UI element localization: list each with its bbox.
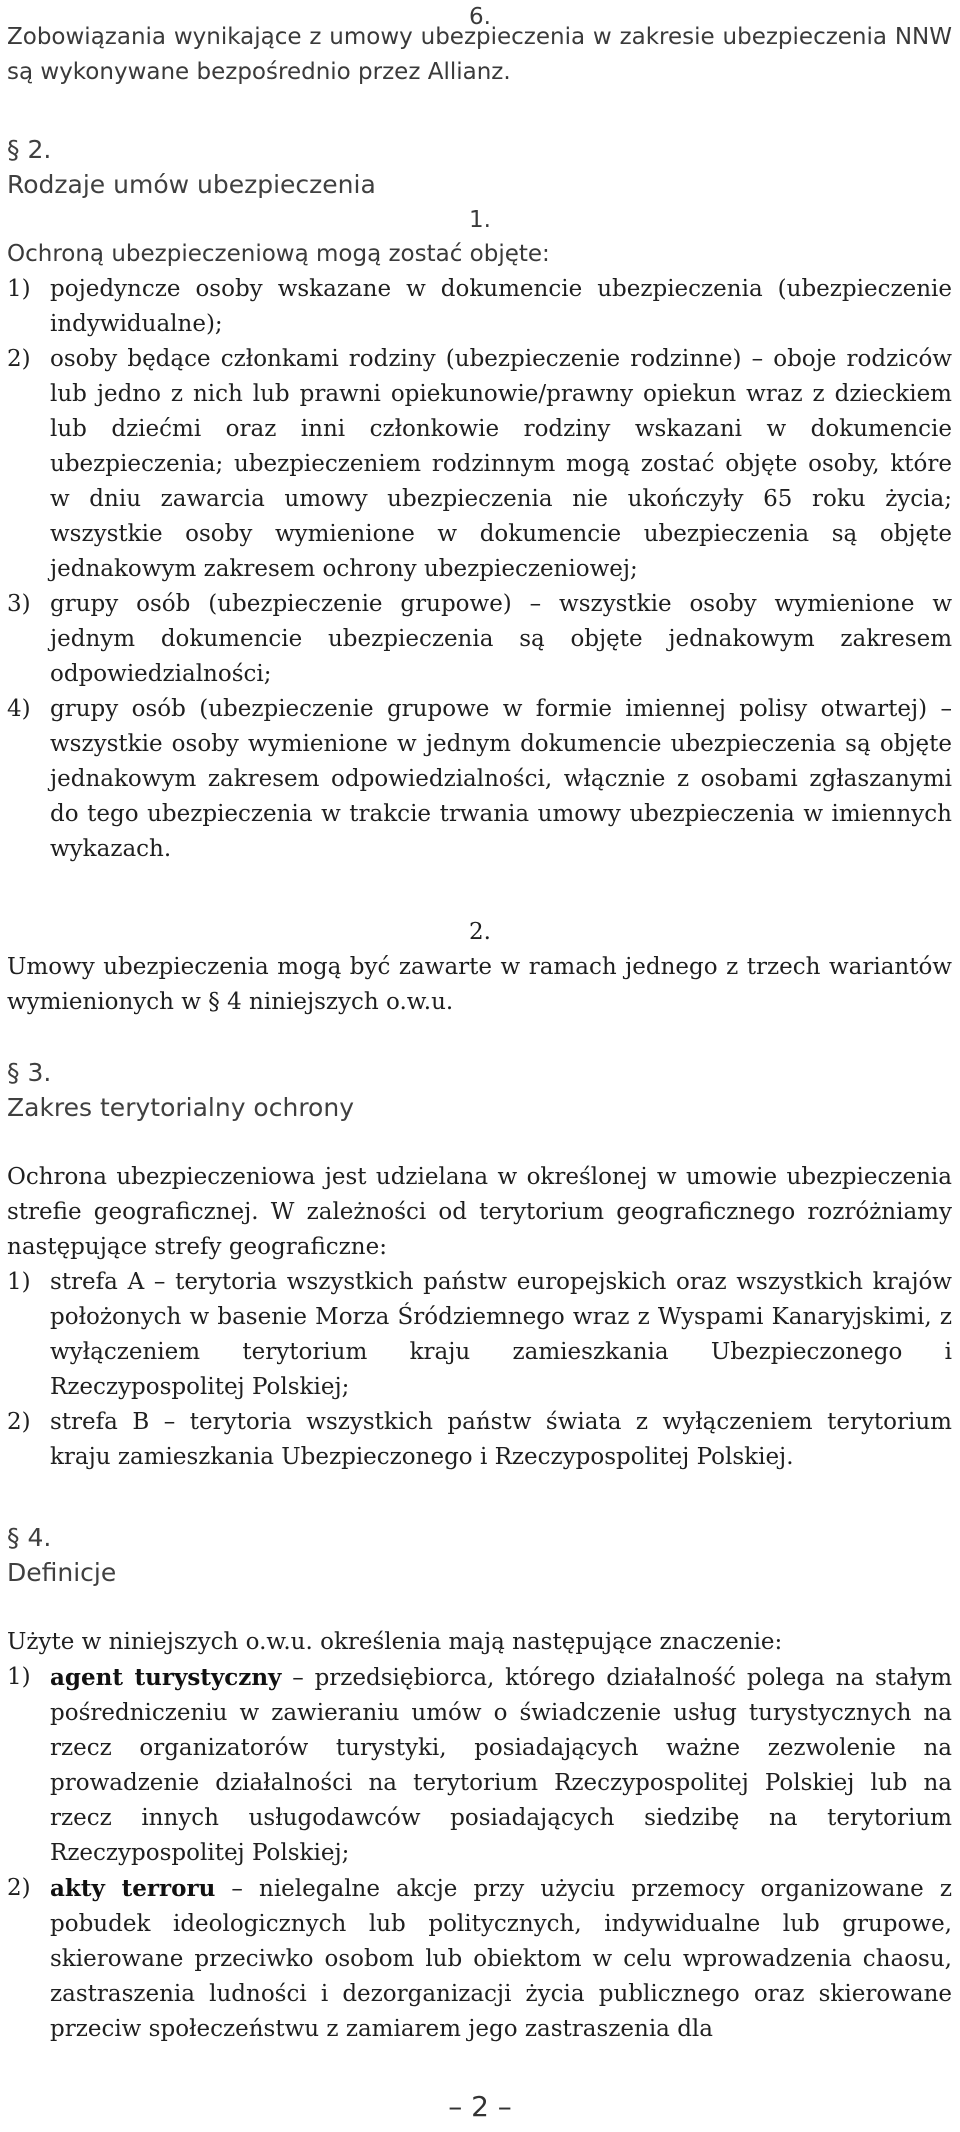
- list-number: 1): [7, 1664, 31, 1690]
- geographic-zones-list: [7, 1265, 952, 1475]
- list-item: [7, 692, 952, 867]
- section-title: Zakres terytorialny ochrony: [7, 1093, 354, 1122]
- list-text: grupy osób (ubezpieczenie grupowe w formie imiennej polisy otwartej) – wszystkie osoby wymienione w jednym dokumencie ubezpieczenia są objęte jednakowym zakresem odpowiedzialności, włącznie z osobami zgłaszanymi do tego ubezpieczenia w trakcie trwania umowy ubezpieczenia w imiennych wykazach.: [50, 696, 952, 862]
- insurance-types-list: [7, 272, 952, 867]
- list-item: [7, 1265, 952, 1405]
- paragraph-intro: Ochroną ubezpieczeniową mogą zostać objęte:: [7, 241, 550, 267]
- paragraph-text: Umowy ubezpieczenia mogą być zawarte w ramach jednego z trzech wariantów wymienionych w § 4 niniejszych o.w.u.: [7, 954, 952, 1015]
- list-item: [7, 1405, 952, 1475]
- list-number: 4): [7, 696, 31, 722]
- list-text: pojedyncze osoby wskazane w dokumencie ubezpieczenia (ubezpieczenie indywidualne);: [50, 276, 952, 337]
- paragraph-number: 6.: [469, 4, 491, 30]
- list-text: osoby będące członkami rodziny (ubezpieczenie rodzinne) – oboje rodziców lub jedno z nich lub prawni opiekunowie/prawny opiekun wraz z dzieckiem lub dziećmi oraz inni członkowie rodziny wskazani w dokumencie ubezpieczenia; ubezpieczeniem rodzinnym mogą zostać objęte osoby, które w dniu zawarcia umowy ubezpieczenia nie ukończyły 65 roku życia; wszystkie osoby wymienione w dokumencie ubezpieczenia są objęte jednakowym zakresem ochrony ubezpieczeniowej;: [50, 346, 952, 582]
- list-text: grupy osób (ubezpieczenie grupowe) – wszystkie osoby wymienione w jednym dokumencie ubezpieczenia są objęte jednakowym zakresem odpowiedzialności;: [50, 591, 952, 687]
- definition-text: – przedsiębiorca, którego działalność polega na stałym pośredniczeniu w zawieraniu umów o świadczenie usług turystycznych na rzecz organizatorów turystyki, posiadających ważne zezwolenie na prowadzenie działalności na terytorium Rzeczypospolitej Polskiej lub na rzecz innych usługodawców posiadających siedzibę na terytorium Rzeczypospolitej Polskiej;: [50, 1665, 953, 1866]
- list-item: [7, 1871, 952, 2047]
- list-item: [7, 272, 952, 342]
- definition-term: agent turystyczny: [50, 1664, 282, 1691]
- list-item: [7, 342, 952, 587]
- list-number: 1): [7, 276, 31, 302]
- list-number: 2): [7, 1409, 31, 1435]
- list-text: strefa A – terytoria wszystkich państw europejskich oraz wszystkich krajów położonych w basenie Morza Śródziemnego wraz z Wyspami Kanaryjskimi, z wyłączeniem terytorium kraju zamieszkania Ubezpieczonego i Rzeczypospolitej Polskiej;: [50, 1269, 952, 1400]
- definition-term: akty terroru: [50, 1875, 216, 1902]
- page-number: – 2 –: [448, 2090, 512, 2123]
- list-number: 2): [7, 346, 31, 372]
- list-number: 2): [7, 1875, 31, 1901]
- list-item: [7, 587, 952, 692]
- section-number: § 2.: [7, 135, 52, 164]
- paragraph-number: 2.: [469, 919, 491, 945]
- list-number: 1): [7, 1269, 31, 1295]
- list-text: strefa B – terytoria wszystkich państw świata z wyłączeniem terytorium kraju zamieszkania Ubezpieczonego i Rzeczypospolitej Polskiej.: [50, 1409, 952, 1470]
- section-title: Definicje: [7, 1558, 117, 1587]
- definition-text: – nielegalne akcje przy użyciu przemocy organizowane z pobudek ideologicznych lub politycznych, indywidualne lub grupowe, skierowane przeciwko osobom lub obiektom w celu wprowadzenia chaosu, zastraszenia ludności i dezorganizacji życia publicznego oraz skierowane przeciw społeczeństwu z zamiarem jego zastraszenia dla: [50, 1876, 952, 2042]
- paragraph-number: 1.: [469, 207, 491, 233]
- definitions-list: [7, 1660, 952, 2047]
- paragraph-text: Zobowiązania wynikające z umowy ubezpieczenia w zakresie ubezpieczenia NNW są wykonywane bezpośrednio przez Allianz.: [7, 24, 952, 85]
- paragraph-text: Użyte w niniejszych o.w.u. określenia mają następujące znaczenie:: [7, 1629, 783, 1655]
- section-number: § 3.: [7, 1058, 52, 1087]
- list-number: 3): [7, 591, 31, 617]
- paragraph-text: Ochrona ubezpieczeniowa jest udzielana w określonej w umowie ubezpieczenia strefie geograficznej. W zależności od terytorium geograficznego rozróżniamy następujące strefy geograficzne:: [7, 1164, 952, 1260]
- list-item: [7, 1660, 952, 1871]
- section-title: Rodzaje umów ubezpieczenia: [7, 170, 376, 199]
- section-number: § 4.: [7, 1523, 52, 1552]
